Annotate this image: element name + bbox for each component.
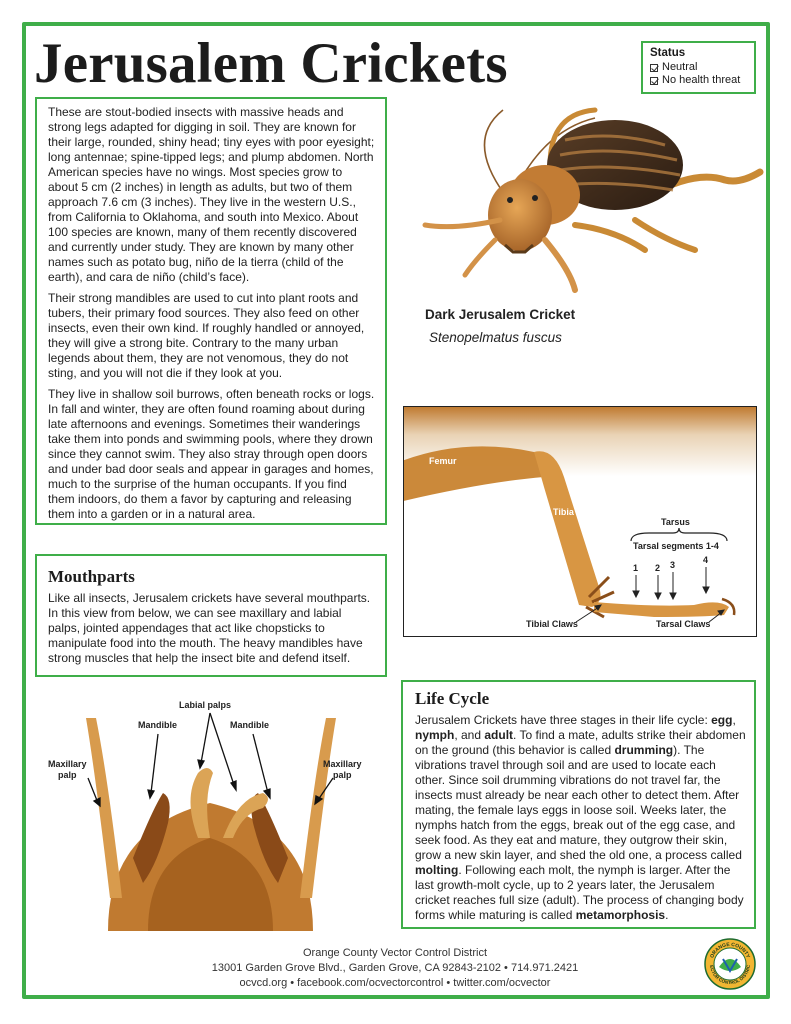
label-line: Maxillary [323,759,362,769]
mouthparts-heading: Mouthparts [48,567,135,586]
term-drumming: drumming [614,743,674,757]
svg-text:ORANGE COUNTY: ORANGE COUNTY [709,941,751,960]
leg-photo [403,406,757,637]
text-run: , [732,713,736,727]
text-run: . To find a mate, adults strike their abdomen on the ground (this behavior is called [415,728,746,757]
cricket-common-name: Dark Jerusalem Cricket [425,307,576,322]
status-item-label: Neutral [662,61,698,73]
footer-org-name: Orange County Vector Control District [302,947,488,959]
term-molting: molting [415,863,459,877]
mouth-label-arrows [38,698,383,931]
segment-number-1: 1 [633,563,639,573]
status-item-no-health-threat [650,74,747,87]
text-run: , and [454,728,485,742]
label-tibial-claws: Tibial Claws [526,619,578,629]
status-title: Status [650,47,686,59]
district-seal-logo [703,937,757,991]
cricket-scientific-name: Stenopelmatus fuscus [429,330,562,345]
life-cycle-heading: Life Cycle [415,689,490,708]
page-title: Jerusalem Crickets [34,32,508,95]
label-line: palp [333,770,352,780]
label-line: palp [58,770,77,780]
intro-paragraph-1: These are stout-bodied insects with massive heads and strong legs adapted for digging in soil. They are known for their large, rounded, shiny head; tiny eyes with poor eyesight; long antennae; spine-tipped legs; and plump abdomen. North American species have no wings. Most species grow to about 5 cm (2 inches) in length as adults, but two of them approach 7.6 cm (3 inches). They live in the western U.S., from California to Oklahoma, and south into Mexico. About 100 species are known, many of them recently discovered and currently under study. They are known by many other names such as potato bug, niño de la tierra (child of the earth), and cara de niño (child’s face). [48,105,375,284]
label-mandible-left: Mandible [138,720,178,730]
footer [170,946,620,991]
svg-text:VECTOR CONTROL DISTRICT: ECTOR CONTROL DISTRIC [709,964,752,986]
status-item-label: No health threat [662,74,741,86]
label-tarsal-segments: Tarsal segments 1-4 [633,541,719,551]
life-cycle-text [415,713,746,923]
term-nymph: nymph [415,728,455,742]
intro-paragraph-3: They live in shallow soil burrows, often beneath rocks or logs. In fall and winter, they are often found roaming about during late afternoons and evenings. Sometimes their wanderings take them into ponds and swimming pools, where they drown since they cannot swim. They also stray through open doors and under bad door seals and appear in garages and homes, much to the surprise of the human occupants. If you find them indoors, do them a favor by capturing and releasing them into a garden or in a natural area. [48,387,375,521]
text-run: . Following each molt, the nymph is larger. After the last growth-molt cycle, up to 2 years later, the Jerusalem cricket reaches full size (adult). The process of changing body forms while maturing is called [415,863,744,922]
leg-label-arrows [404,407,757,637]
label-tarsal-claws: Tarsal Claws [656,619,711,629]
mouthparts-photo [38,698,383,931]
label-femur: Femur [429,456,457,466]
cricket-photo [395,100,765,305]
text-run: . [665,908,669,922]
checkbox-checked-icon [650,64,658,72]
term-metamorphosis: metamorphosis [575,908,666,922]
label-labial-palps: Labial palps [179,700,232,710]
label-tarsus: Tarsus [661,517,690,527]
label-mandible-right: Mandible [230,720,270,730]
life-cycle-section [401,680,756,929]
status-box [641,41,756,94]
text-run: ). The vibrations travel through soil and are used to locate each other. Since soil drumming vibrations do not travel far, the insects must already be near each other to detect them. After mating, the female lays eggs in loose soil. Weeks later, the nymphs hatch from the eggs, break out of the egg case, and seek food. As they eat and mature, they outgrow their skin, grow a new skin layer, and shed the old one, a process called [415,743,742,862]
mouthparts-text: Like all insects, Jerusalem crickets have several mouthparts. In this view from below, we can see maxillary and labial palps, jointed appendages that act like chopsticks to manipulate food into the mouth. The heavy mandibles have strong muscles that help the insect bite and defend itself. [48,591,371,665]
intro-section [35,97,387,525]
mouthparts-section [35,554,387,677]
intro-paragraph-2: Their strong mandibles are used to cut into plant roots and tubers, their primary food sources. They also feed on other insects, even their own kind. If roughly handled or annoyed, they will give a strong bite. Contrary to the many urban legends about them, they are not venomous, they do not sting, and you will not die if they look at you. [48,291,365,380]
segment-number-2: 2 [655,563,661,573]
status-item-neutral [650,61,747,74]
term-adult: adult [484,728,514,742]
checkbox-checked-icon [650,77,658,85]
footer-links: ocvcd.org • facebook.com/ocvectorcontrol • twitter.com/ocvector [239,977,551,989]
segment-number-3: 3 [670,560,676,570]
label-line: Maxillary [48,759,87,769]
label-tibia: Tibia [553,507,574,517]
footer-address: 13001 Garden Grove Blvd., Garden Grove, CA 92843-2102 • 714.971.2421 [211,962,579,974]
segment-number-4: 4 [703,555,709,565]
text-run: Jerusalem Crickets have three stages in their life cycle: [415,713,712,727]
term-egg: egg [711,713,733,727]
